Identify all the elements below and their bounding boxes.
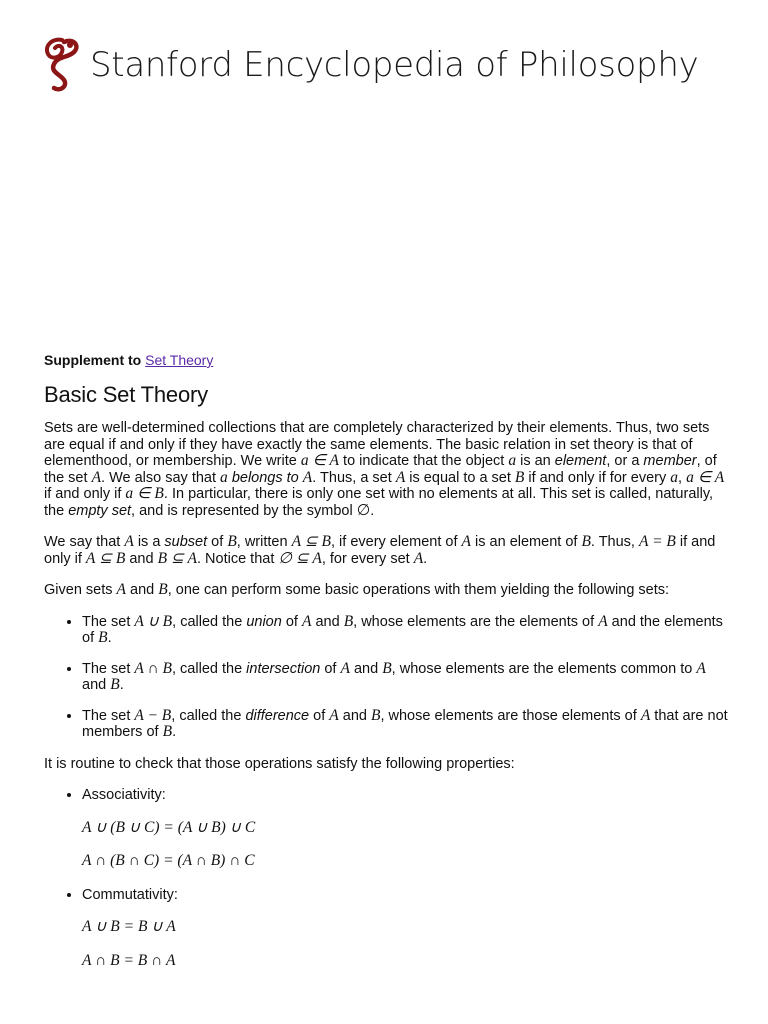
supplement-prefix: Supplement to <box>44 352 146 368</box>
site-header <box>40 36 698 94</box>
equation: A ∩ B = B ∩ A <box>82 951 176 969</box>
list-item-difference: • The set A − B, called the difference of A and B, whose elements are those elements of A that are not members of B. <box>82 708 730 741</box>
paragraph-3: Given sets A and B, one can perform some basic operations with them yielding the following sets: <box>44 581 670 598</box>
equation: A ∪ B = B ∪ A <box>82 918 176 935</box>
paragraph-2: We say that A is a subset of B, written A ⊆ B, if every element of A is an element of B. Thus, A = B if and only if A ⊆ B and B ⊆ A. Notice that ∅ ⊆ A, for every set A. <box>44 533 716 567</box>
page-title: Basic Set Theory <box>44 381 208 407</box>
equation-block <box>82 919 730 969</box>
list-item-union: • The set A ∪ B, called the union of A and B, whose elements are the elements of A and the elements of B. <box>82 614 730 647</box>
equation-block <box>82 820 730 870</box>
property-commutativity <box>82 887 730 970</box>
supplement-line <box>44 352 730 369</box>
set-theory-link[interactable]: Set Theory <box>145 352 214 368</box>
article-body <box>44 352 730 986</box>
property-name: Commutativity: <box>82 886 178 903</box>
list-item-intersection: • The set A ∩ B, called the intersection of A and B, whose elements are the elements common to A and B. <box>82 661 730 694</box>
equation: A ∪ (B ∪ C) = (A ∪ B) ∪ C <box>82 818 256 836</box>
site-title[interactable]: Stanford Encyclopedia of Philosophy <box>90 45 699 85</box>
properties-list <box>44 787 730 969</box>
property-name: Associativity: <box>82 787 166 803</box>
operations-list <box>44 614 730 741</box>
property-associativity <box>82 787 730 870</box>
equation: A ∩ (B ∩ C) = (A ∩ B) ∩ C <box>82 852 255 869</box>
paragraph-1: Sets are well-determined collections that are completely characterized by their elements. Thus, two sets are equal if and only if they have exactly the same elements. The basic relation in set theory is that of elementhood, or membership. We write a ∈ A to indicate that the object a is an element, or a member, of the set A. We also say that a belongs to A. Thus, a set A is equal to a set B if and only if for every a, a ∈ A if and only if a ∈ B. In particular, there is only one set with no elements at all. This set is called, naturally, the empty set, and is represented by the symbol ∅. <box>44 420 725 519</box>
sep-logo-icon[interactable] <box>40 36 82 94</box>
paragraph-4: It is routine to check that those operations satisfy the following properties: <box>44 755 515 772</box>
